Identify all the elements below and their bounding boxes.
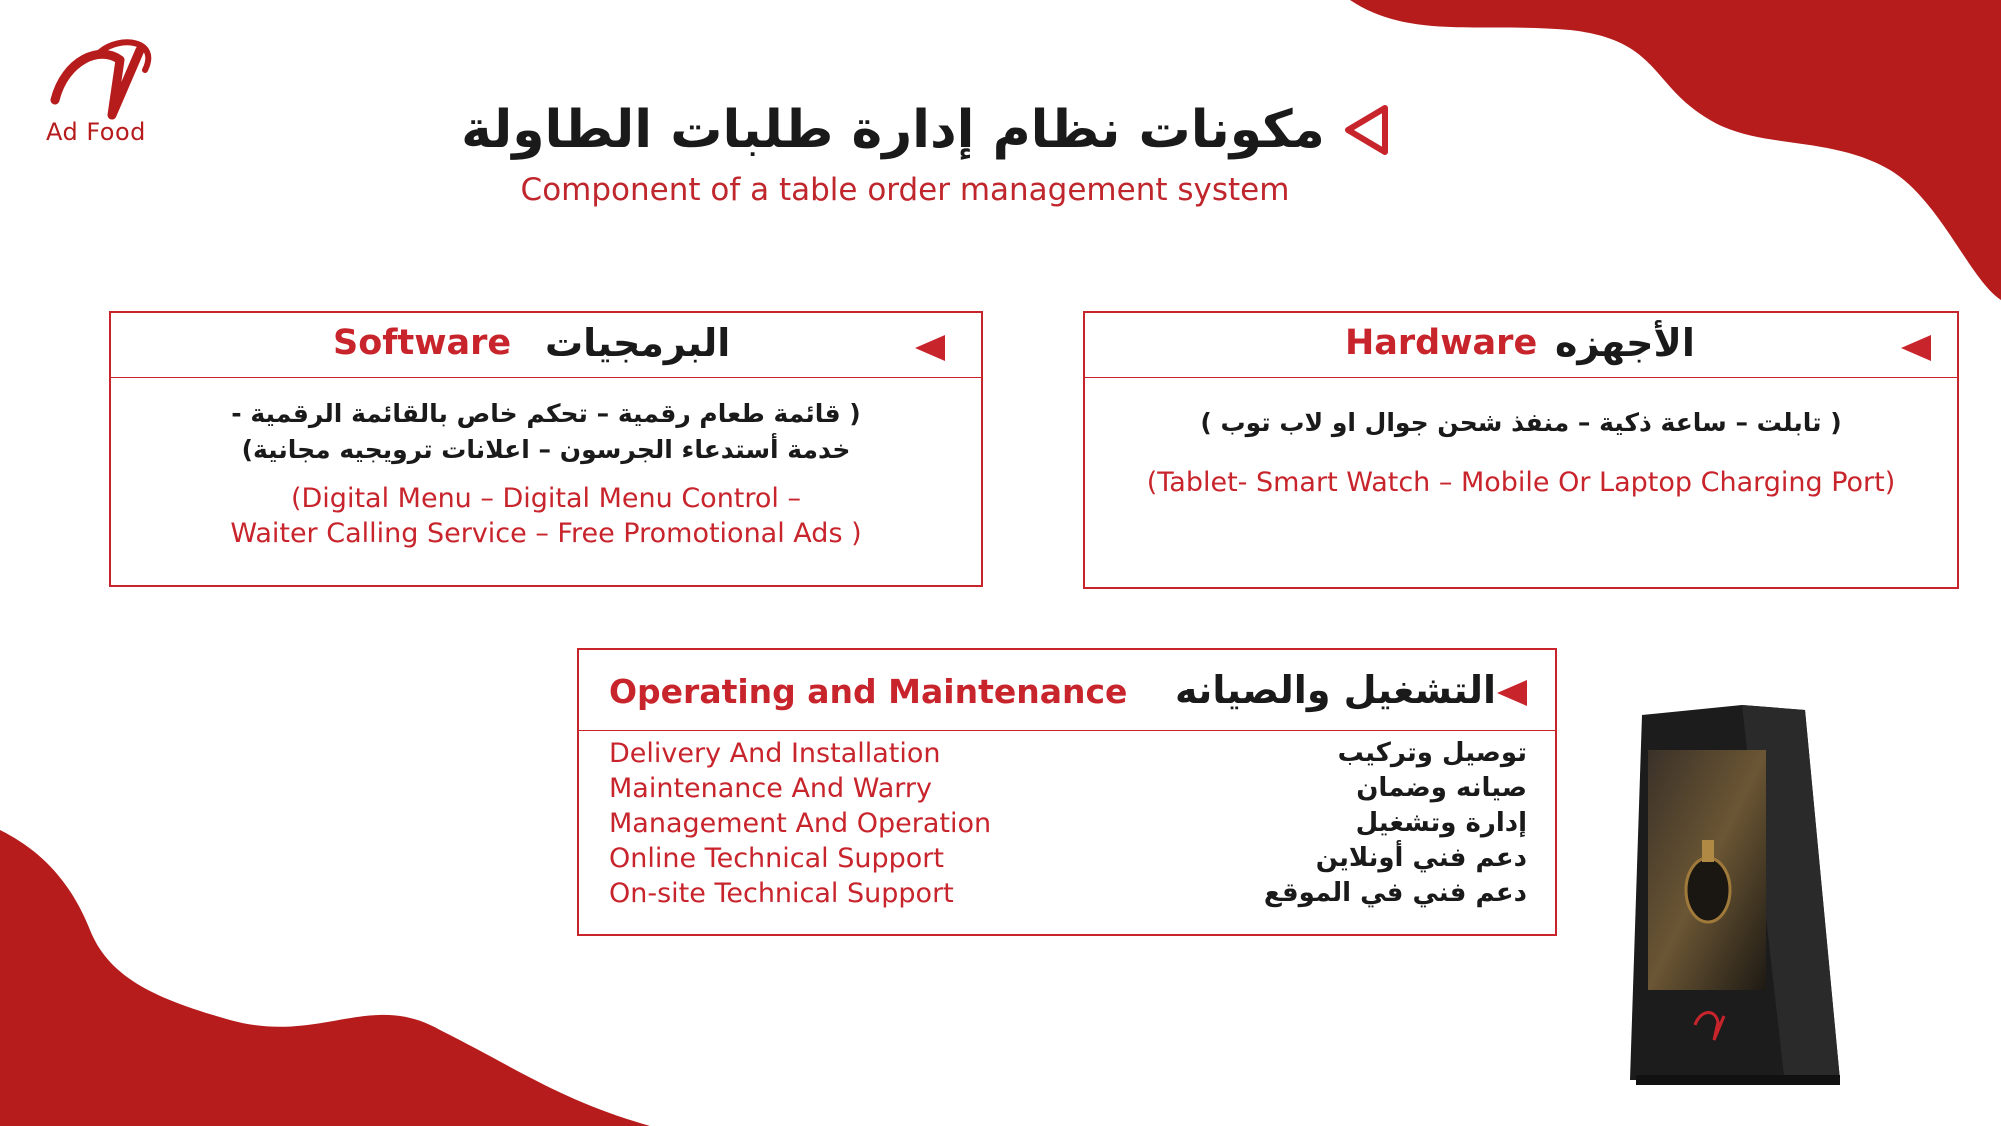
hardware-card [1083,311,1959,589]
bottom-left-red-wave [0,820,660,1126]
operating-card [577,648,1557,936]
hardware-title-ar: الأجهزه [1555,321,1695,365]
list-item: Online Technical Support [609,843,944,874]
software-desc-en-line1: (Digital Menu – Digital Menu Control – [290,483,802,514]
operating-list-en [609,736,991,911]
page-title-row [440,90,1410,170]
brand-name: Ad Food [46,118,146,146]
hardware-card-header [1085,313,1957,378]
triangle-left-outline-icon [1343,104,1389,156]
software-title-ar: البرمجيات [545,321,731,365]
page-title-arabic: مكونات نظام إدارة طلبات الطاولة [461,100,1325,160]
hardware-desc-ar: ( تابلت – ساعة ذكية – منفذ شحن جوال او لاب توب ) [1200,408,1842,437]
software-desc-ar-line1: ( قائمة طعام رقمية – تحكم خاص بالقائمة الرقمية - [231,399,861,428]
triangle-left-icon [1495,678,1529,708]
software-title-en: Software [333,323,512,363]
operating-title-en: Operating and Maintenance [609,672,1128,711]
top-right-red-wave [1330,0,2001,310]
list-item: Management And Operation [609,808,992,839]
list-item: دعم فني أونلاين [1315,843,1527,873]
software-card-header [111,313,981,378]
hardware-desc-en: (Tablet- Smart Watch – Mobile Or Laptop Charging Port) [1146,467,1896,498]
list-item: Maintenance And Warry [609,773,932,804]
table-tablet-device-image [1590,690,1930,1090]
list-item: On-site Technical Support [609,878,954,909]
list-item: Delivery And Installation [609,738,941,769]
page-subtitle: Component of a table order management system [520,172,1290,208]
list-item: توصيل وتركيب [1337,738,1527,768]
list-item: صيانه وضمان [1356,773,1527,803]
software-desc-en-line2: Waiter Calling Service – Free Promotional Ads ) [230,518,862,549]
hardware-title-en: Hardware [1345,323,1538,363]
list-item: إدارة وتشغيل [1355,808,1527,838]
operating-card-header [579,650,1555,731]
software-desc-ar-line2: خدمة أستدعاء الجرسون – اعلانات ترويجيه مجانية) [241,435,851,464]
operating-title-ar: التشغيل والصيانه [1175,668,1497,712]
list-item: دعم فني في الموقع [1263,878,1527,908]
triangle-left-icon [913,333,947,363]
operating-list-ar [1264,736,1527,911]
software-card [109,311,983,587]
triangle-left-icon [1899,333,1933,363]
